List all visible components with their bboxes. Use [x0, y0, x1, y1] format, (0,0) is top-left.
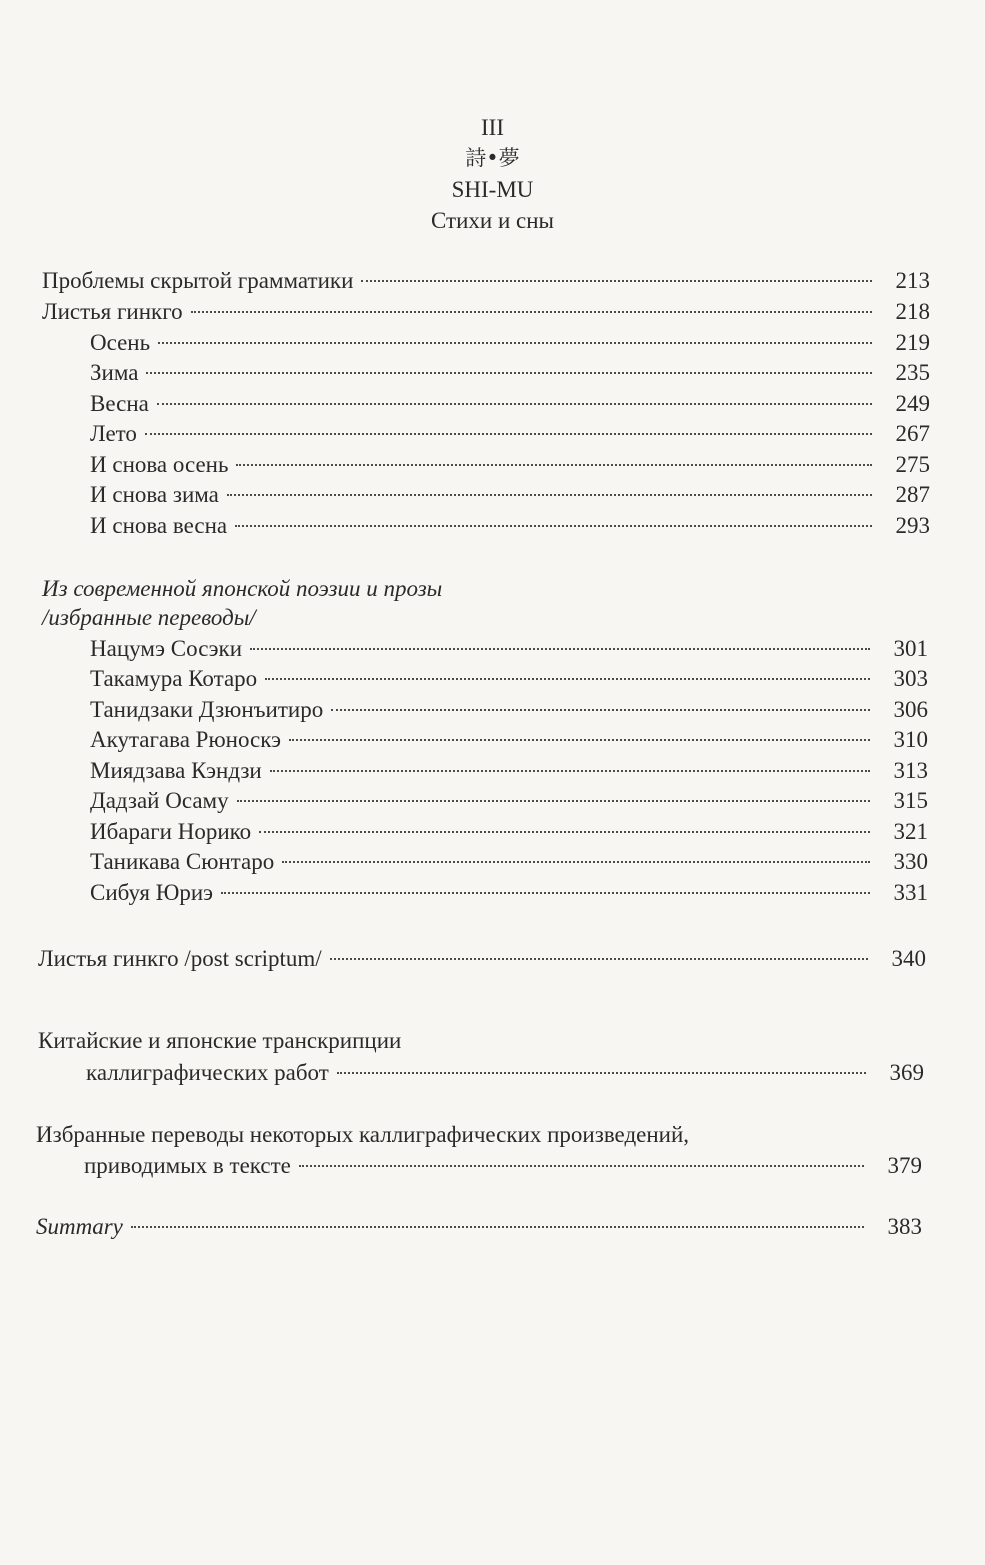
toc-entry-label: Такамура Котаро — [90, 666, 258, 691]
toc-entry-label: Осень — [90, 330, 151, 355]
toc-entry — [36, 1212, 922, 1242]
section-latin-title: SHI-MU — [451, 177, 534, 202]
toc-entry — [90, 847, 928, 877]
toc-entry-label: Summary — [36, 1214, 123, 1239]
toc-entry-page: 213 — [895, 268, 930, 293]
toc-entry — [42, 297, 930, 327]
section-russian-title: Стихи и сны — [431, 208, 554, 233]
dot-leader — [330, 958, 868, 960]
toc-entry-page: 369 — [889, 1060, 924, 1085]
dot-leader — [299, 1165, 864, 1167]
toc-entry-label-line1: Китайские и японские транскрипции — [38, 1028, 402, 1053]
toc-entry-page: 383 — [887, 1214, 922, 1239]
dot-leader — [227, 494, 872, 496]
toc-entry-label-line1: Избранные переводы некоторых каллиграфических произведений, — [36, 1122, 690, 1147]
dot-leader — [259, 831, 870, 833]
toc-entry — [90, 511, 930, 541]
dot-leader — [337, 1072, 866, 1074]
toc-entry-page: 321 — [893, 819, 928, 844]
toc-entry-label: приводимых в тексте — [84, 1153, 291, 1178]
dot-leader — [131, 1226, 864, 1228]
toc-entry-label: Миядзава Кэндзи — [90, 758, 262, 783]
toc-entry-label: Зима — [90, 360, 139, 385]
toc-entry — [90, 786, 928, 816]
toc-entry-label: Дадзай Осаму — [90, 788, 229, 813]
toc-entry-page: 287 — [895, 482, 930, 507]
toc-entry-page: 303 — [893, 666, 928, 691]
toc-entry-label: Лето — [90, 421, 137, 446]
dot-leader — [270, 770, 870, 772]
toc-entry — [90, 480, 930, 510]
dot-leader — [191, 311, 872, 313]
toc-entry-label: Листья гинкго — [42, 299, 183, 324]
dot-leader — [237, 800, 870, 802]
group-title-line1: Из современной японской поэзии и прозы — [42, 576, 443, 601]
toc-entry-label: Таникава Сюнтаро — [90, 849, 275, 874]
section-kanji-title: 詩•夢 — [465, 146, 520, 170]
dot-leader — [250, 648, 870, 650]
toc-entry — [90, 389, 930, 419]
toc-entry-page: 267 — [895, 421, 930, 446]
toc-entry — [90, 695, 928, 725]
toc-entry-label: Весна — [90, 391, 149, 416]
toc-entry-page: 275 — [895, 452, 930, 477]
toc-entry-page: 313 — [893, 758, 928, 783]
toc-entry — [90, 725, 928, 755]
toc-entry-label: Проблемы скрытой грамматики — [42, 268, 354, 293]
toc-entry-page: 310 — [893, 727, 928, 752]
dot-leader — [331, 709, 870, 711]
toc-entry-label: И снова зима — [90, 482, 219, 507]
toc-entry — [90, 634, 928, 664]
toc-entry-page: 331 — [893, 880, 928, 905]
toc-entry — [84, 1151, 922, 1181]
toc-entry-page: 340 — [891, 946, 926, 971]
dot-leader — [158, 342, 872, 344]
toc-entry-label: Ибараги Норико — [90, 819, 252, 844]
toc-entry — [90, 450, 930, 480]
dot-leader — [361, 280, 872, 282]
dot-leader — [265, 678, 870, 680]
toc-entry — [90, 817, 928, 847]
toc-entry-label: каллиграфических работ — [86, 1060, 329, 1085]
toc-entry-page: 219 — [895, 330, 930, 355]
toc-entry — [90, 328, 930, 358]
dot-leader — [221, 892, 870, 894]
toc-entry-page: 235 — [895, 360, 930, 385]
toc-entry-label: Листья гинкго /post scriptum/ — [38, 946, 322, 971]
dot-leader — [235, 525, 872, 527]
toc-entry — [90, 419, 930, 449]
toc-entry-label: Сибуя Юриэ — [90, 880, 214, 905]
toc-entry — [90, 358, 930, 388]
toc-entry-page: 293 — [895, 513, 930, 538]
toc-entry — [42, 266, 930, 296]
dot-leader — [236, 464, 872, 466]
toc-entry-label: Акутагава Рюноскэ — [90, 727, 281, 752]
toc-entry-label: Нацумэ Сосэки — [90, 636, 243, 661]
toc-entry-label: Танидзаки Дзюнъитиро — [90, 697, 324, 722]
dot-leader — [157, 403, 872, 405]
toc-entry-page: 249 — [895, 391, 930, 416]
toc-entry — [86, 1058, 924, 1088]
toc-entry — [38, 944, 926, 974]
group-title-line2: /избранные переводы/ — [42, 605, 256, 630]
dot-leader — [145, 433, 872, 435]
toc-entry — [90, 878, 928, 908]
toc-entry-page: 330 — [893, 849, 928, 874]
dot-leader — [146, 372, 872, 374]
section-number: III — [481, 115, 504, 140]
toc-entry-page: 218 — [895, 299, 930, 324]
toc-entry-label: И снова осень — [90, 452, 229, 477]
toc-entry — [90, 756, 928, 786]
dot-leader — [282, 861, 870, 863]
dot-leader — [289, 739, 870, 741]
toc-entry-page: 379 — [887, 1153, 922, 1178]
toc-entry-label: И снова весна — [90, 513, 228, 538]
toc-entry-page: 315 — [893, 788, 928, 813]
toc-entry-page: 301 — [893, 636, 928, 661]
toc-entry — [90, 664, 928, 694]
toc-entry-page: 306 — [893, 697, 928, 722]
